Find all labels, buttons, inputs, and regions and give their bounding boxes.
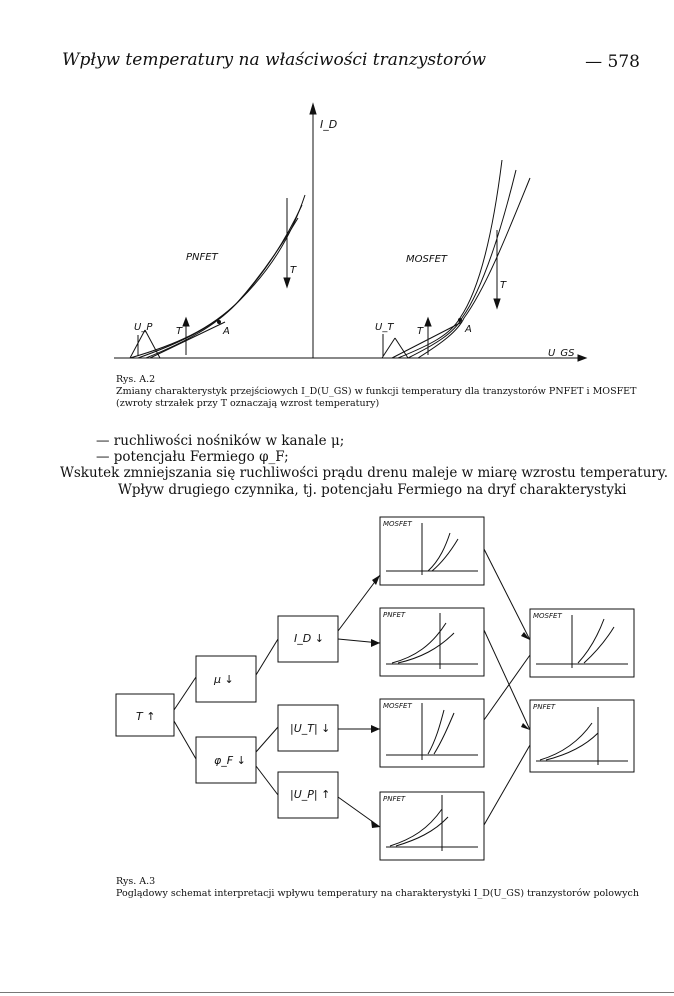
body-line-1: — ruchliwości nośników w kanale μ; <box>96 433 345 449</box>
page-number: — 578 <box>585 52 640 72</box>
t-label-mosfet-small: T <box>417 326 424 337</box>
box-ut: |U_T| ↓ <box>290 722 331 735</box>
bottom-rule <box>0 992 674 993</box>
t-label-pnfet-small: T <box>176 326 183 337</box>
running-header-title: Wpływ temperatury na właściwości tranzystorów <box>62 50 487 70</box>
up-label: U_P <box>134 322 153 333</box>
panel3-label: MOSFET <box>383 702 412 710</box>
t-label-mosfet: T <box>500 280 507 291</box>
mosfet-label: MOSFET <box>406 254 448 265</box>
box-t: T ↑ <box>136 710 156 723</box>
caption-a2-text: Zmiany charakterystyk przejściowych I_D(U_GS) w funkcji temperatury dla tranzystorów PNFET i MOSFET (zwroty strzałek przy T oznaczają wzrost temperatury) <box>116 386 637 409</box>
panel1-label: MOSFET <box>383 520 412 528</box>
panel6-label: PNFET <box>533 703 556 711</box>
axis-ugs-label: U_GS <box>548 348 575 359</box>
caption-a3-number: Rys. A.3 <box>116 876 156 887</box>
a-label-mosfet: A <box>465 324 472 335</box>
box-id: I_D ↓ <box>294 632 324 645</box>
panel4-label: PNFET <box>383 795 406 803</box>
body-line-4: Wpływ drugiego czynnika, tj. potencjału Fermiego na dryf charakterystyki <box>118 482 627 498</box>
panel5-label: MOSFET <box>533 612 562 620</box>
axis-id-label: I_D <box>320 118 338 131</box>
caption-a3-text: Poglądowy schemat interpretacji wpływu temperatury na charakterystyki I_D(U_GS) tranzystorów polowych <box>116 888 639 899</box>
caption-a2 <box>116 374 646 410</box>
a-label-pnfet: A <box>223 326 230 337</box>
panel2-label: PNFET <box>383 611 406 619</box>
pnfet-label: PNFET <box>186 252 218 263</box>
body-line-2: — potencjału Fermiego φ_F; <box>96 449 289 465</box>
caption-a2-number: Rys. A.2 <box>116 374 156 385</box>
figure-a2 <box>0 0 674 380</box>
box-up: |U_P| ↑ <box>290 788 331 801</box>
body-line-3: Wskutek zmniejszania się ruchliwości prądu drenu maleje w miarę wzrostu temperatury. <box>60 465 668 481</box>
box-mu: μ ↓ <box>214 673 234 686</box>
caption-a3 <box>116 876 646 900</box>
t-label-pnfet: T <box>290 265 297 276</box>
ut-label: U_T <box>375 322 394 333</box>
box-phi: φ_F ↓ <box>214 754 246 767</box>
figure-a3 <box>0 505 674 905</box>
